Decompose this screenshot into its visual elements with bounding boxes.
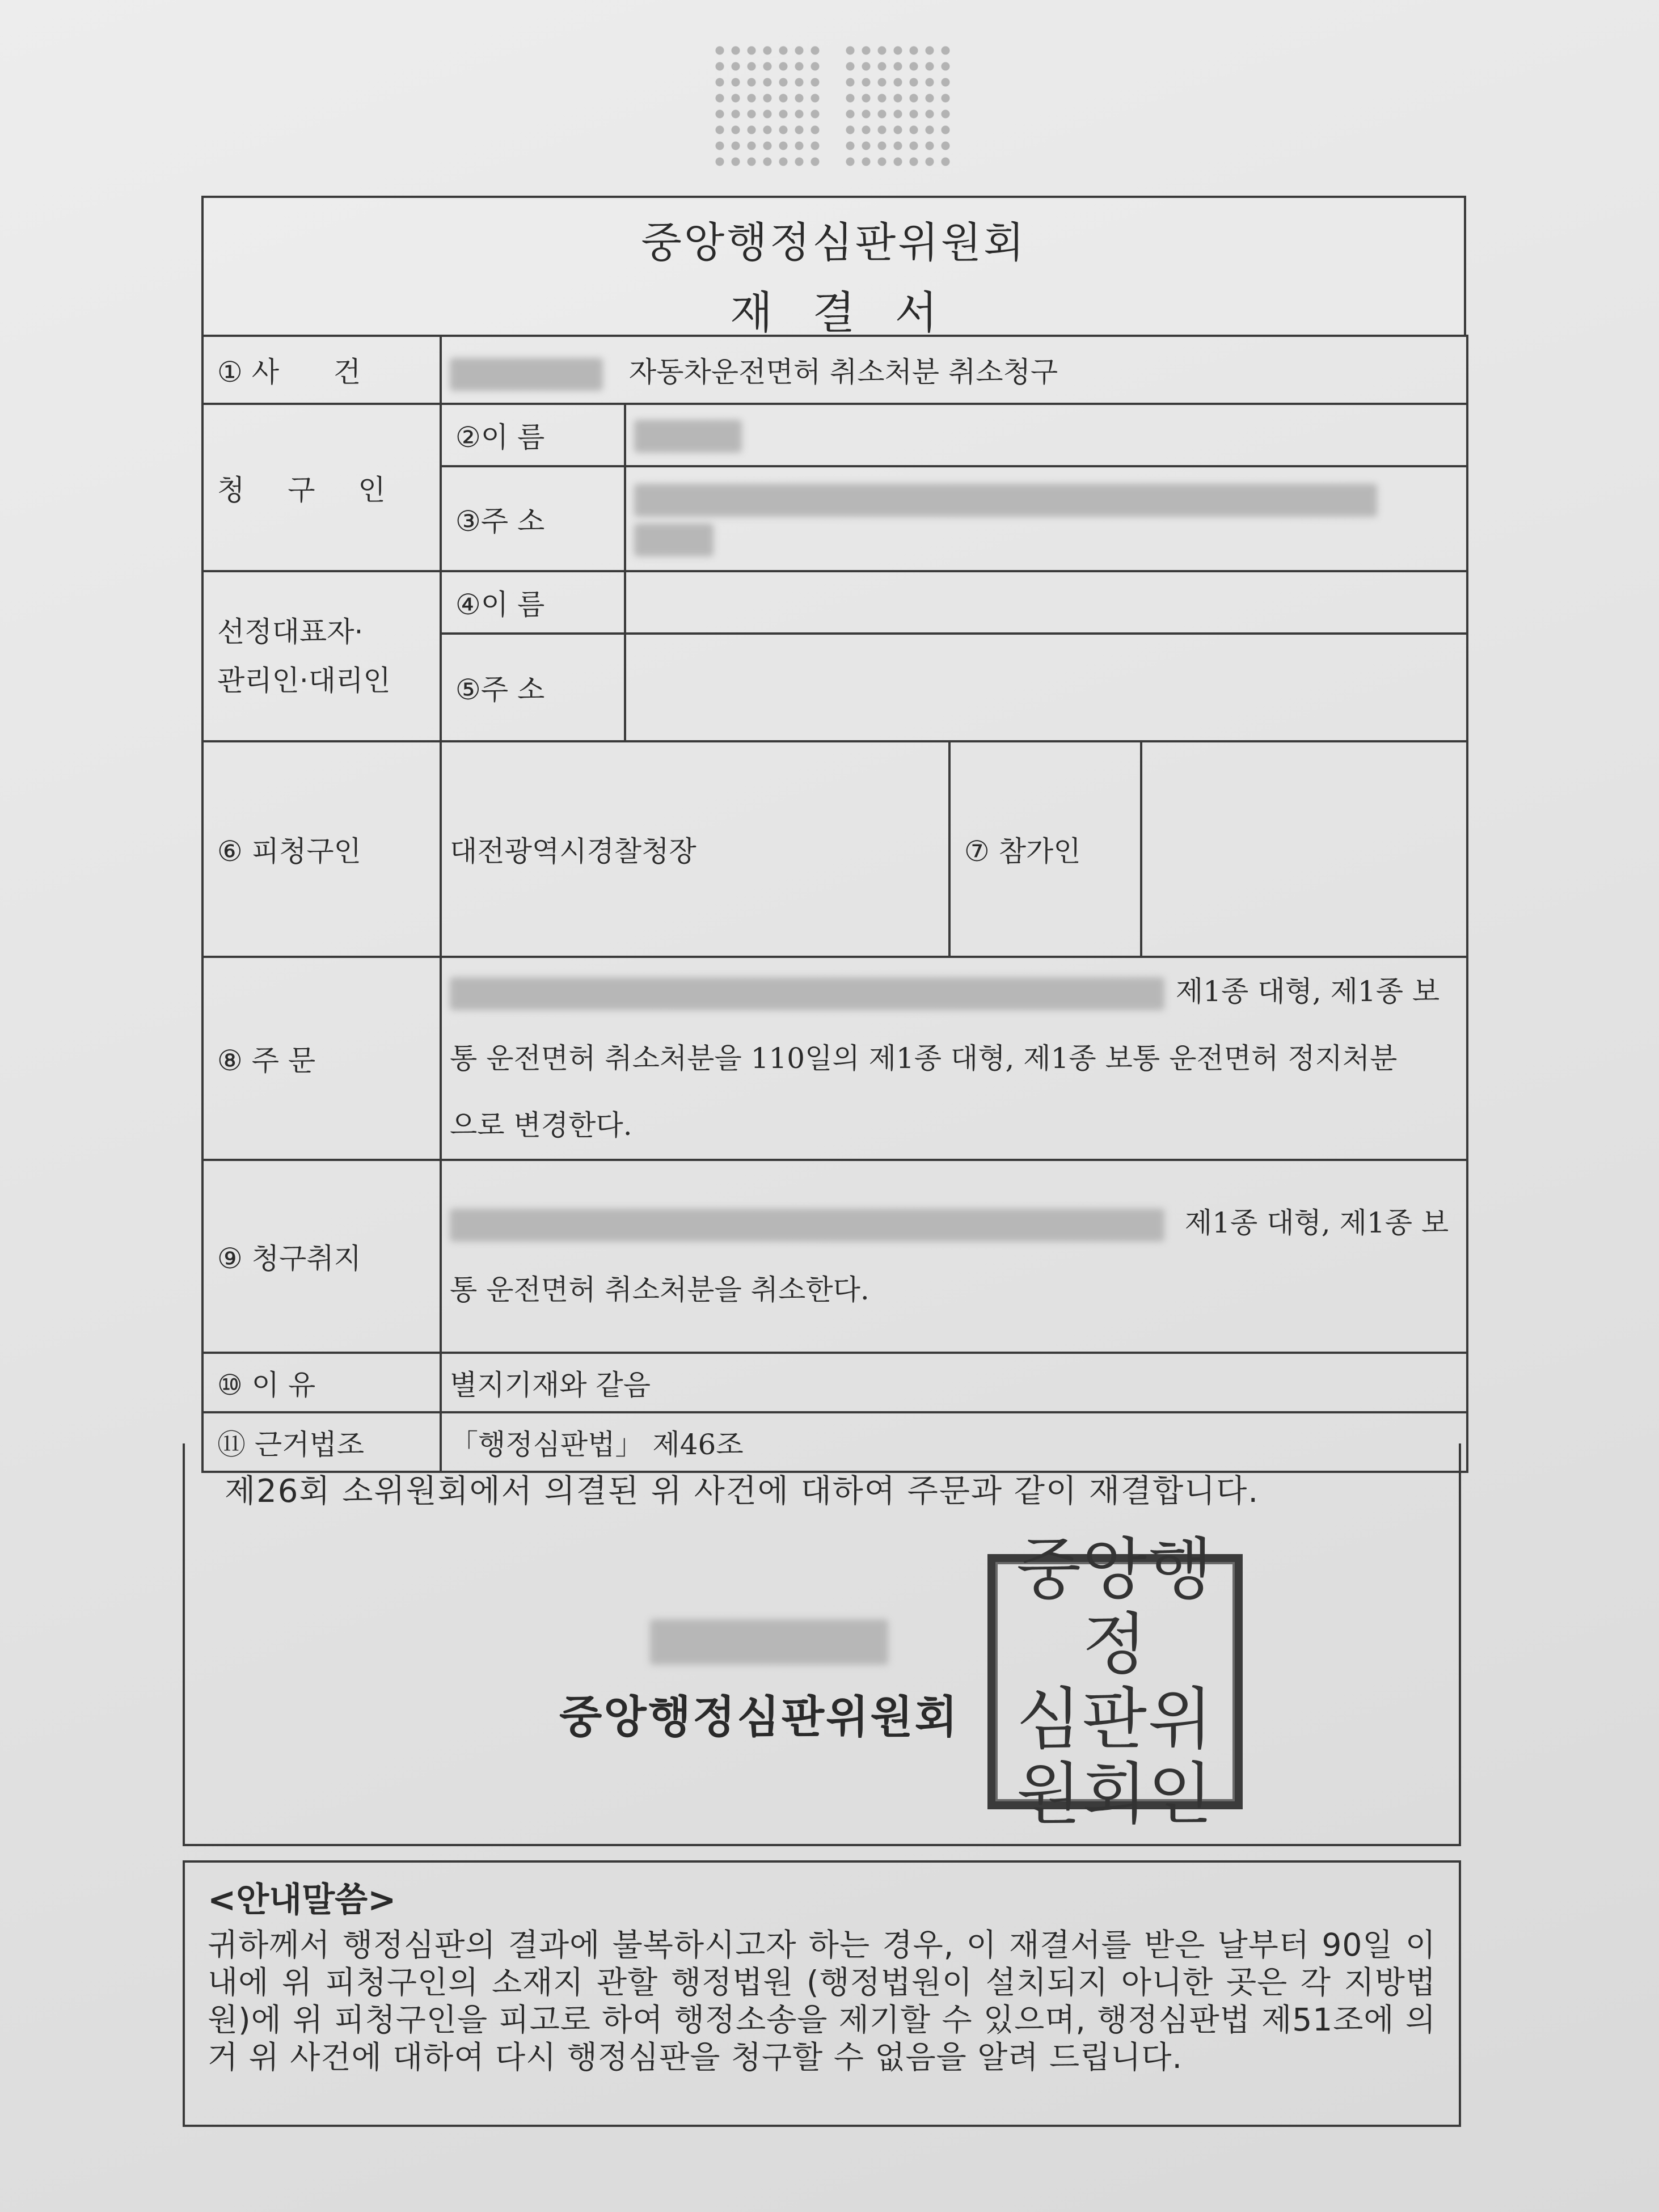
rep-address-label: ⑤주 소 xyxy=(441,634,625,741)
notice-body: 귀하께서 행정심판의 결과에 불복하시고자 하는 경우, 이 재결서를 받은 날부터 90일 이내에 위 피청구인의 소재지 관할 행정법원 (행정법원이 설치되지 아니한 곳은 각 지방법원)에 위 피청구인을 피고로 하여 행정소송을 제기할 수 있으며, 행정심판법 제51조에 의거 위 사건에 대하여 다시 행정심판을 청구할 수 없음을 알려 드립니다. xyxy=(208,1927,1436,2075)
order-row xyxy=(202,957,1467,1160)
redacted-chair-name xyxy=(650,1619,888,1665)
official-seal-stamp xyxy=(987,1530,1243,1833)
notice-title: <안내말씀> xyxy=(208,1880,396,1920)
decision-box xyxy=(183,1443,1461,1846)
org-title: 중앙행정심판위원회 xyxy=(641,218,1027,267)
rep-address-value xyxy=(625,634,1467,741)
case-value: 자동차운전면허 취소처분 취소청구 xyxy=(628,355,1058,389)
reason-row xyxy=(202,1353,1467,1412)
law-value: 「행정심판법」 제46조 xyxy=(441,1412,1467,1472)
case-label: ① 사 건 xyxy=(202,336,441,404)
stamp-line-2: 심판위 xyxy=(1016,1680,1214,1758)
decision-form xyxy=(201,196,1466,1473)
claimant-name-row xyxy=(202,404,1467,466)
claim-value: 제1종 대형, 제1종 보 통 운전면허 취소처분을 취소한다. xyxy=(441,1160,1467,1353)
law-label: ⑪ 근거법조 xyxy=(202,1412,441,1472)
participant-value xyxy=(1141,741,1467,957)
redacted-case-number xyxy=(450,358,603,391)
claimant-name-value xyxy=(625,404,1467,466)
stamp-line-1: 중앙행정 xyxy=(1016,1530,1214,1683)
claim-row xyxy=(202,1160,1467,1353)
claimant-address-label: ③주 소 xyxy=(441,466,625,571)
rep-name-row xyxy=(202,571,1467,634)
case-row xyxy=(202,336,1467,404)
respondent-row xyxy=(202,741,1467,957)
case-value-cell xyxy=(441,336,1467,404)
representative-label: 선정대표자· 관리인·대리인 xyxy=(202,571,441,741)
order-label: ⑧ 주 문 xyxy=(202,957,441,1160)
claim-label: ⑨ 청구취지 xyxy=(202,1160,441,1353)
redacted-claimant-address-2 xyxy=(634,524,714,556)
claimant-label: 청 구 인 xyxy=(202,404,441,571)
redacted-claimant-name xyxy=(634,420,742,453)
embossed-dots-right xyxy=(842,43,950,173)
redacted-claimant-address-1 xyxy=(634,484,1377,517)
doc-title: 재결서 xyxy=(729,288,978,339)
reason-value: 별지기재와 같음 xyxy=(441,1353,1467,1412)
notice-box xyxy=(183,1860,1461,2127)
stamp-line-3: 원회인 xyxy=(1016,1755,1214,1833)
title-box xyxy=(201,196,1466,339)
participant-label: ⑦ 참가인 xyxy=(949,741,1141,957)
rep-name-value xyxy=(625,571,1467,634)
redacted-claim-text xyxy=(450,1209,1164,1242)
reason-label: ⑩ 이 유 xyxy=(202,1353,441,1412)
rep-name-label: ④이 름 xyxy=(441,571,625,634)
claimant-address-value xyxy=(625,466,1467,571)
form-table xyxy=(201,335,1468,1473)
decision-text: 제26회 소위원회에서 의결된 위 사건에 대하여 주문과 같이 재결합니다. xyxy=(225,1473,1260,1510)
respondent-label: ⑥ 피청구인 xyxy=(202,741,441,957)
embossed-seal-mark xyxy=(712,43,950,173)
order-value: 제1종 대형, 제1종 보 통 운전면허 취소처분을 110일의 제1종 대형, 제1종 보통 운전면허 정지처분 으로 변경한다. xyxy=(441,957,1467,1160)
embossed-dots-left xyxy=(712,43,820,173)
org-signature: 중앙행정심판위원회 xyxy=(559,1692,960,1743)
redacted-order-text xyxy=(450,977,1164,1010)
claimant-name-label: ②이 름 xyxy=(441,404,625,466)
respondent-value: 대전광역시경찰청장 xyxy=(441,741,949,957)
